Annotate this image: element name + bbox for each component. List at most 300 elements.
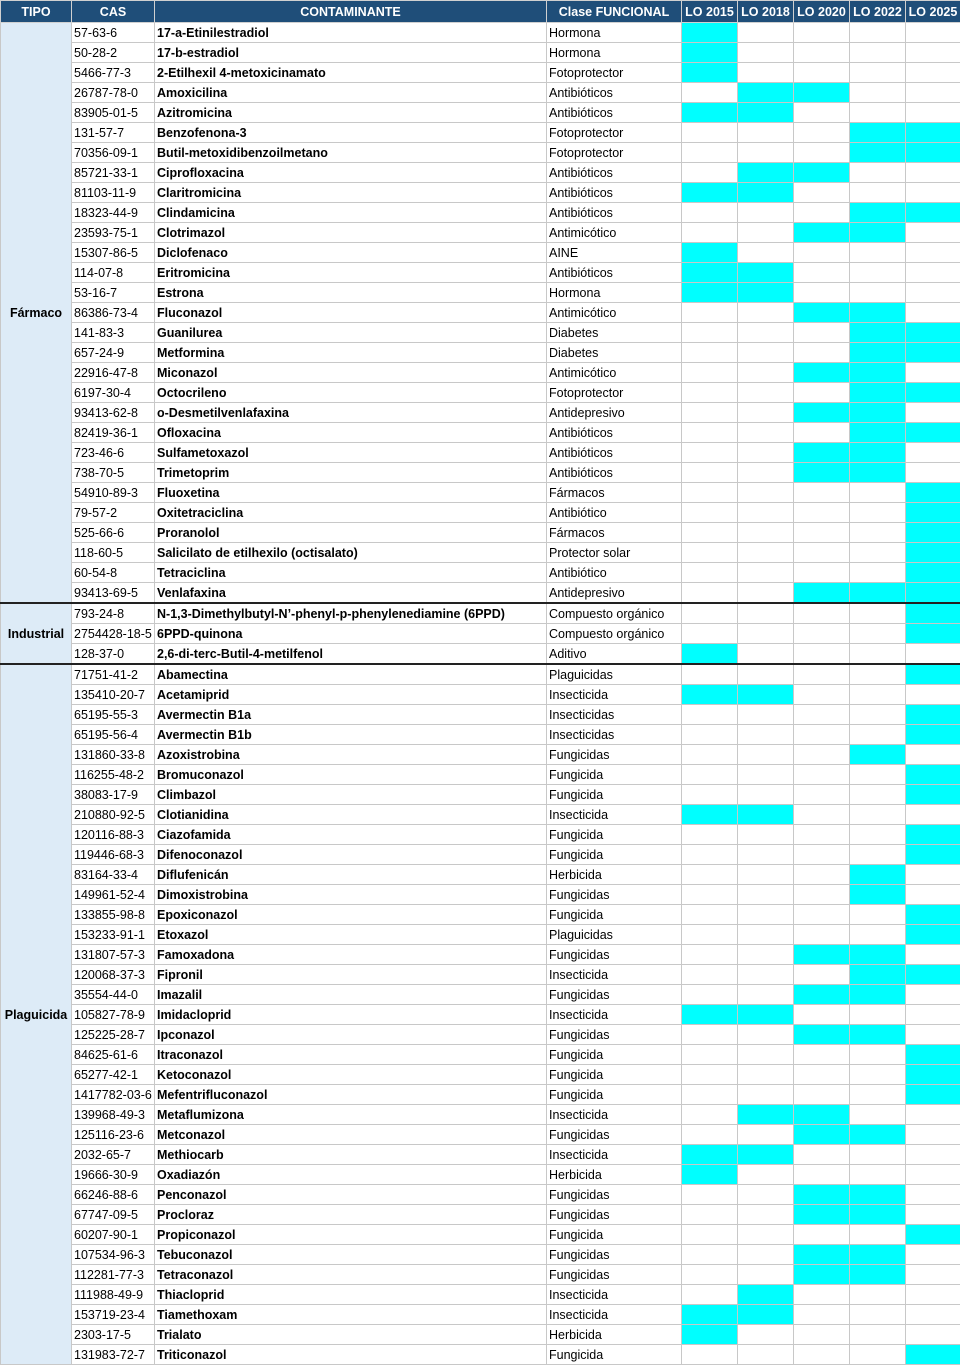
lo-2022-cell bbox=[850, 965, 906, 985]
lo-2018-cell bbox=[738, 103, 794, 123]
contaminante-cell: Avermectin B1b bbox=[155, 725, 547, 745]
lo-2018-cell bbox=[738, 985, 794, 1005]
cas-cell: 18323-44-9 bbox=[72, 203, 155, 223]
clase-funcional-cell: Antibióticos bbox=[547, 463, 682, 483]
lo-2020-cell bbox=[794, 845, 850, 865]
lo-2015-cell bbox=[682, 1265, 738, 1285]
lo-2022-cell bbox=[850, 123, 906, 143]
lo-2015-cell bbox=[682, 985, 738, 1005]
lo-2015-cell bbox=[682, 383, 738, 403]
lo-2015-cell bbox=[682, 563, 738, 583]
lo-2020-cell bbox=[794, 483, 850, 503]
lo-2015-cell bbox=[682, 143, 738, 163]
lo-2020-cell bbox=[794, 785, 850, 805]
lo-2020-cell bbox=[794, 965, 850, 985]
lo-2018-cell bbox=[738, 323, 794, 343]
table-row bbox=[1, 383, 960, 403]
lo-2022-cell bbox=[850, 945, 906, 965]
clase-funcional-cell: Diabetes bbox=[547, 323, 682, 343]
lo-2022-cell bbox=[850, 263, 906, 283]
lo-2015-cell bbox=[682, 483, 738, 503]
lo-2022-cell bbox=[850, 443, 906, 463]
lo-2020-cell bbox=[794, 1205, 850, 1225]
contaminante-cell: Azoxistrobina bbox=[155, 745, 547, 765]
cas-cell: 1417782-03-6 bbox=[72, 1085, 155, 1105]
lo-2025-cell bbox=[906, 905, 960, 925]
cas-cell: 54910-89-3 bbox=[72, 483, 155, 503]
lo-2018-cell bbox=[738, 965, 794, 985]
lo-2015-cell bbox=[682, 363, 738, 383]
cas-cell: 83164-33-4 bbox=[72, 865, 155, 885]
cas-cell: 60207-90-1 bbox=[72, 1225, 155, 1245]
lo-2025-cell bbox=[906, 624, 960, 644]
lo-2015-cell bbox=[682, 725, 738, 745]
header-clase-funcional: Clase FUNCIONAL bbox=[547, 1, 682, 23]
clase-funcional-cell: Diabetes bbox=[547, 343, 682, 363]
lo-2015-cell bbox=[682, 403, 738, 423]
clase-funcional-cell: Fungicida bbox=[547, 825, 682, 845]
contaminante-cell: o-Desmetilvenlafaxina bbox=[155, 403, 547, 423]
lo-2018-cell bbox=[738, 1345, 794, 1365]
lo-2022-cell bbox=[850, 1265, 906, 1285]
lo-2015-cell bbox=[682, 1045, 738, 1065]
cas-cell: 6197-30-4 bbox=[72, 383, 155, 403]
cas-cell: 119446-68-3 bbox=[72, 845, 155, 865]
contaminante-cell: Procloraz bbox=[155, 1205, 547, 1225]
clase-funcional-cell: Fungicidas bbox=[547, 1245, 682, 1265]
lo-2025-cell bbox=[906, 483, 960, 503]
clase-funcional-cell: Antibiótico bbox=[547, 503, 682, 523]
lo-2018-cell bbox=[738, 1265, 794, 1285]
contaminante-cell: Tiamethoxam bbox=[155, 1305, 547, 1325]
lo-2015-cell bbox=[682, 1085, 738, 1105]
lo-2018-cell bbox=[738, 1065, 794, 1085]
header-tipo: TIPO bbox=[1, 1, 72, 23]
table-row bbox=[1, 705, 960, 725]
lo-2025-cell bbox=[906, 745, 960, 765]
cas-cell: 5466-77-3 bbox=[72, 63, 155, 83]
lo-2020-cell bbox=[794, 203, 850, 223]
lo-2020-cell bbox=[794, 1045, 850, 1065]
lo-2020-cell bbox=[794, 603, 850, 624]
cas-cell: 131983-72-7 bbox=[72, 1345, 155, 1365]
cas-cell: 525-66-6 bbox=[72, 523, 155, 543]
table-row bbox=[1, 945, 960, 965]
contaminante-cell: Oxadiazón bbox=[155, 1165, 547, 1185]
cas-cell: 2303-17-5 bbox=[72, 1325, 155, 1345]
contaminante-cell: Proranolol bbox=[155, 523, 547, 543]
lo-2020-cell bbox=[794, 83, 850, 103]
lo-2018-cell bbox=[738, 303, 794, 323]
contaminante-cell: Imidacloprid bbox=[155, 1005, 547, 1025]
contaminante-cell: Difenoconazol bbox=[155, 845, 547, 865]
contaminante-cell: Etoxazol bbox=[155, 925, 547, 945]
cas-cell: 793-24-8 bbox=[72, 603, 155, 624]
lo-2025-cell bbox=[906, 1325, 960, 1345]
clase-funcional-cell: Insecticida bbox=[547, 1105, 682, 1125]
cas-cell: 128-37-0 bbox=[72, 644, 155, 665]
table-row bbox=[1, 1105, 960, 1125]
lo-2022-cell bbox=[850, 1125, 906, 1145]
contaminante-cell: Avermectin B1a bbox=[155, 705, 547, 725]
lo-2025-cell bbox=[906, 1065, 960, 1085]
lo-2022-cell bbox=[850, 503, 906, 523]
lo-2025-cell bbox=[906, 243, 960, 263]
table-row bbox=[1, 685, 960, 705]
lo-2022-cell bbox=[850, 163, 906, 183]
lo-2015-cell bbox=[682, 323, 738, 343]
lo-2022-cell bbox=[850, 323, 906, 343]
lo-2022-cell bbox=[850, 985, 906, 1005]
lo-2020-cell bbox=[794, 1005, 850, 1025]
lo-2018-cell bbox=[738, 644, 794, 665]
table-row bbox=[1, 323, 960, 343]
clase-funcional-cell: Fotoprotector bbox=[547, 143, 682, 163]
cas-cell: 125225-28-7 bbox=[72, 1025, 155, 1045]
table-row bbox=[1, 483, 960, 503]
table-row bbox=[1, 343, 960, 363]
lo-2018-cell bbox=[738, 603, 794, 624]
contaminante-cell: Amoxicilina bbox=[155, 83, 547, 103]
lo-2020-cell bbox=[794, 323, 850, 343]
contaminante-cell: Ipconazol bbox=[155, 1025, 547, 1045]
cas-cell: 22916-47-8 bbox=[72, 363, 155, 383]
cas-cell: 131860-33-8 bbox=[72, 745, 155, 765]
lo-2025-cell bbox=[906, 523, 960, 543]
lo-2015-cell bbox=[682, 805, 738, 825]
contaminante-cell: Methiocarb bbox=[155, 1145, 547, 1165]
table-row bbox=[1, 563, 960, 583]
contaminante-cell: Thiacloprid bbox=[155, 1285, 547, 1305]
lo-2022-cell bbox=[850, 523, 906, 543]
cas-cell: 35554-44-0 bbox=[72, 985, 155, 1005]
lo-2015-cell bbox=[682, 885, 738, 905]
cas-cell: 111988-49-9 bbox=[72, 1285, 155, 1305]
clase-funcional-cell: Fungicida bbox=[547, 845, 682, 865]
lo-2020-cell bbox=[794, 1025, 850, 1045]
cas-cell: 50-28-2 bbox=[72, 43, 155, 63]
table-row bbox=[1, 1265, 960, 1285]
contaminante-cell: Trialato bbox=[155, 1325, 547, 1345]
lo-2025-cell bbox=[906, 1125, 960, 1145]
cas-cell: 65195-55-3 bbox=[72, 705, 155, 725]
cas-cell: 26787-78-0 bbox=[72, 83, 155, 103]
table-row bbox=[1, 1185, 960, 1205]
lo-2018-cell bbox=[738, 945, 794, 965]
table-row bbox=[1, 543, 960, 563]
contaminante-cell: Abamectina bbox=[155, 664, 547, 685]
lo-2022-cell bbox=[850, 43, 906, 63]
lo-2015-cell bbox=[682, 303, 738, 323]
table-row bbox=[1, 925, 960, 945]
lo-2015-cell bbox=[682, 163, 738, 183]
lo-2015-cell bbox=[682, 103, 738, 123]
lo-2022-cell bbox=[850, 243, 906, 263]
table-row bbox=[1, 243, 960, 263]
cas-cell: 105827-78-9 bbox=[72, 1005, 155, 1025]
lo-2022-cell bbox=[850, 644, 906, 665]
lo-2018-cell bbox=[738, 443, 794, 463]
contaminante-cell: Ciprofloxacina bbox=[155, 163, 547, 183]
lo-2022-cell bbox=[850, 1225, 906, 1245]
lo-2020-cell bbox=[794, 103, 850, 123]
lo-2015-cell bbox=[682, 1205, 738, 1225]
contaminante-cell: Miconazol bbox=[155, 363, 547, 383]
lo-2022-cell bbox=[850, 23, 906, 43]
contaminante-cell: Clindamicina bbox=[155, 203, 547, 223]
lo-2025-cell bbox=[906, 1205, 960, 1225]
lo-2025-cell bbox=[906, 1345, 960, 1365]
lo-2015-cell bbox=[682, 1325, 738, 1345]
lo-2018-cell bbox=[738, 483, 794, 503]
clase-funcional-cell: Fármacos bbox=[547, 523, 682, 543]
lo-2018-cell bbox=[738, 1045, 794, 1065]
contaminante-cell: Eritromicina bbox=[155, 263, 547, 283]
cas-cell: 657-24-9 bbox=[72, 343, 155, 363]
lo-2025-cell bbox=[906, 1225, 960, 1245]
lo-2015-cell bbox=[682, 463, 738, 483]
cas-cell: 139968-49-3 bbox=[72, 1105, 155, 1125]
lo-2018-cell bbox=[738, 685, 794, 705]
lo-2025-cell bbox=[906, 925, 960, 945]
contaminante-cell: Azitromicina bbox=[155, 103, 547, 123]
table-row bbox=[1, 1205, 960, 1225]
lo-2018-cell bbox=[738, 805, 794, 825]
lo-2025-cell bbox=[906, 443, 960, 463]
lo-2015-cell bbox=[682, 343, 738, 363]
lo-2025-cell bbox=[906, 123, 960, 143]
clase-funcional-cell: Fungicidas bbox=[547, 1125, 682, 1145]
lo-2018-cell bbox=[738, 765, 794, 785]
clase-funcional-cell: Hormona bbox=[547, 283, 682, 303]
lo-2020-cell bbox=[794, 1285, 850, 1305]
contaminante-cell: Metformina bbox=[155, 343, 547, 363]
lo-2015-cell bbox=[682, 1305, 738, 1325]
lo-2018-cell bbox=[738, 705, 794, 725]
header-lo-2022: LO 2022 bbox=[850, 1, 906, 23]
lo-2020-cell bbox=[794, 143, 850, 163]
lo-2022-cell bbox=[850, 1325, 906, 1345]
clase-funcional-cell: Antibióticos bbox=[547, 443, 682, 463]
table-row bbox=[1, 644, 960, 665]
lo-2025-cell bbox=[906, 503, 960, 523]
lo-2025-cell bbox=[906, 885, 960, 905]
lo-2025-cell bbox=[906, 63, 960, 83]
lo-2022-cell bbox=[850, 543, 906, 563]
cas-cell: 82419-36-1 bbox=[72, 423, 155, 443]
contaminante-cell: Sulfametoxazol bbox=[155, 443, 547, 463]
lo-2015-cell bbox=[682, 745, 738, 765]
lo-2015-cell bbox=[682, 23, 738, 43]
clase-funcional-cell: Insecticidas bbox=[547, 725, 682, 745]
table-row bbox=[1, 103, 960, 123]
lo-2015-cell bbox=[682, 1145, 738, 1165]
lo-2020-cell bbox=[794, 664, 850, 685]
cas-cell: 70356-09-1 bbox=[72, 143, 155, 163]
lo-2022-cell bbox=[850, 825, 906, 845]
lo-2015-cell bbox=[682, 523, 738, 543]
clase-funcional-cell: Aditivo bbox=[547, 644, 682, 665]
lo-2018-cell bbox=[738, 223, 794, 243]
cas-cell: 84625-61-6 bbox=[72, 1045, 155, 1065]
clase-funcional-cell: Antimicótico bbox=[547, 303, 682, 323]
lo-2025-cell bbox=[906, 985, 960, 1005]
lo-2020-cell bbox=[794, 503, 850, 523]
lo-2018-cell bbox=[738, 1205, 794, 1225]
lo-2015-cell bbox=[682, 1065, 738, 1085]
clase-funcional-cell: Antibióticos bbox=[547, 83, 682, 103]
table-row bbox=[1, 83, 960, 103]
table-row bbox=[1, 985, 960, 1005]
lo-2018-cell bbox=[738, 1125, 794, 1145]
lo-2020-cell bbox=[794, 23, 850, 43]
lo-2025-cell bbox=[906, 143, 960, 163]
lo-2015-cell bbox=[682, 825, 738, 845]
clase-funcional-cell: Fungicidas bbox=[547, 985, 682, 1005]
table-row bbox=[1, 443, 960, 463]
lo-2022-cell bbox=[850, 1045, 906, 1065]
lo-2015-cell bbox=[682, 423, 738, 443]
cas-cell: 85721-33-1 bbox=[72, 163, 155, 183]
lo-2022-cell bbox=[850, 1305, 906, 1325]
table-row bbox=[1, 603, 960, 624]
lo-2015-cell bbox=[682, 965, 738, 985]
table-row bbox=[1, 223, 960, 243]
table-row bbox=[1, 1045, 960, 1065]
lo-2015-cell bbox=[682, 765, 738, 785]
cas-cell: 79-57-2 bbox=[72, 503, 155, 523]
clase-funcional-cell: AINE bbox=[547, 243, 682, 263]
clase-funcional-cell: Fungicida bbox=[547, 1085, 682, 1105]
contaminante-cell: Salicilato de etilhexilo (octisalato) bbox=[155, 543, 547, 563]
lo-2020-cell bbox=[794, 523, 850, 543]
contaminante-cell: Bromuconazol bbox=[155, 765, 547, 785]
cas-cell: 210880-92-5 bbox=[72, 805, 155, 825]
contaminante-cell: Climbazol bbox=[155, 785, 547, 805]
lo-2018-cell bbox=[738, 1165, 794, 1185]
contaminante-cell: Tetraciclina bbox=[155, 563, 547, 583]
lo-2015-cell bbox=[682, 845, 738, 865]
table-row bbox=[1, 23, 960, 43]
lo-2015-cell bbox=[682, 123, 738, 143]
table-row bbox=[1, 1145, 960, 1165]
lo-2022-cell bbox=[850, 745, 906, 765]
lo-2025-cell bbox=[906, 1045, 960, 1065]
contaminante-cell: Butil-metoxidibenzoilmetano bbox=[155, 143, 547, 163]
cas-cell: 65277-42-1 bbox=[72, 1065, 155, 1085]
contaminante-cell: Clotianidina bbox=[155, 805, 547, 825]
clase-funcional-cell: Fungicida bbox=[547, 765, 682, 785]
lo-2025-cell bbox=[906, 865, 960, 885]
clase-funcional-cell: Hormona bbox=[547, 23, 682, 43]
lo-2018-cell bbox=[738, 23, 794, 43]
table-row bbox=[1, 143, 960, 163]
cas-cell: 120068-37-3 bbox=[72, 965, 155, 985]
lo-2018-cell bbox=[738, 363, 794, 383]
lo-2022-cell bbox=[850, 103, 906, 123]
cas-cell: 86386-73-4 bbox=[72, 303, 155, 323]
cas-cell: 118-60-5 bbox=[72, 543, 155, 563]
lo-2020-cell bbox=[794, 383, 850, 403]
lo-2022-cell bbox=[850, 865, 906, 885]
header-lo-2025: LO 2025 bbox=[906, 1, 960, 23]
lo-2018-cell bbox=[738, 163, 794, 183]
cas-cell: 38083-17-9 bbox=[72, 785, 155, 805]
lo-2018-cell bbox=[738, 664, 794, 685]
lo-2015-cell bbox=[682, 83, 738, 103]
table-row bbox=[1, 1165, 960, 1185]
clase-funcional-cell: Herbicida bbox=[547, 1165, 682, 1185]
lo-2025-cell bbox=[906, 1245, 960, 1265]
lo-2020-cell bbox=[794, 1325, 850, 1345]
contaminante-cell: 17-a-Etinilestradiol bbox=[155, 23, 547, 43]
lo-2020-cell bbox=[794, 1165, 850, 1185]
lo-2015-cell bbox=[682, 43, 738, 63]
lo-2018-cell bbox=[738, 143, 794, 163]
cas-cell: 149961-52-4 bbox=[72, 885, 155, 905]
table-row bbox=[1, 303, 960, 323]
lo-2022-cell bbox=[850, 1185, 906, 1205]
lo-2020-cell bbox=[794, 1105, 850, 1125]
header-lo-2020: LO 2020 bbox=[794, 1, 850, 23]
clase-funcional-cell: Fungicida bbox=[547, 1065, 682, 1085]
header-lo-2015: LO 2015 bbox=[682, 1, 738, 23]
header-contaminante: CONTAMINANTE bbox=[155, 1, 547, 23]
table-row bbox=[1, 1005, 960, 1025]
cas-cell: 131-57-7 bbox=[72, 123, 155, 143]
lo-2020-cell bbox=[794, 885, 850, 905]
tipo-group-cell: Fármaco bbox=[1, 23, 72, 604]
cas-cell: 67747-09-5 bbox=[72, 1205, 155, 1225]
clase-funcional-cell: Antimicótico bbox=[547, 223, 682, 243]
table-row bbox=[1, 263, 960, 283]
cas-cell: 114-07-8 bbox=[72, 263, 155, 283]
lo-2018-cell bbox=[738, 1005, 794, 1025]
cas-cell: 66246-88-6 bbox=[72, 1185, 155, 1205]
lo-2018-cell bbox=[738, 885, 794, 905]
lo-2020-cell bbox=[794, 825, 850, 845]
table-row bbox=[1, 765, 960, 785]
table-row bbox=[1, 503, 960, 523]
cas-cell: 65195-56-4 bbox=[72, 725, 155, 745]
table-row bbox=[1, 283, 960, 303]
contaminante-cell: Estrona bbox=[155, 283, 547, 303]
lo-2015-cell bbox=[682, 1165, 738, 1185]
clase-funcional-cell: Compuesto orgánico bbox=[547, 603, 682, 624]
lo-2020-cell bbox=[794, 905, 850, 925]
lo-2018-cell bbox=[738, 1225, 794, 1245]
clase-funcional-cell: Insecticida bbox=[547, 805, 682, 825]
contaminante-cell: Acetamiprid bbox=[155, 685, 547, 705]
clase-funcional-cell: Fungicida bbox=[547, 1045, 682, 1065]
lo-2015-cell bbox=[682, 1105, 738, 1125]
lo-2025-cell bbox=[906, 163, 960, 183]
lo-2020-cell bbox=[794, 303, 850, 323]
lo-2015-cell bbox=[682, 63, 738, 83]
table-row bbox=[1, 63, 960, 83]
lo-2022-cell bbox=[850, 603, 906, 624]
cas-cell: 71751-41-2 bbox=[72, 664, 155, 685]
lo-2018-cell bbox=[738, 583, 794, 604]
table-row bbox=[1, 825, 960, 845]
contaminante-cell: Epoxiconazol bbox=[155, 905, 547, 925]
lo-2022-cell bbox=[850, 1165, 906, 1185]
lo-2022-cell bbox=[850, 403, 906, 423]
lo-2020-cell bbox=[794, 363, 850, 383]
lo-2020-cell bbox=[794, 223, 850, 243]
lo-2025-cell bbox=[906, 765, 960, 785]
lo-2025-cell bbox=[906, 1005, 960, 1025]
